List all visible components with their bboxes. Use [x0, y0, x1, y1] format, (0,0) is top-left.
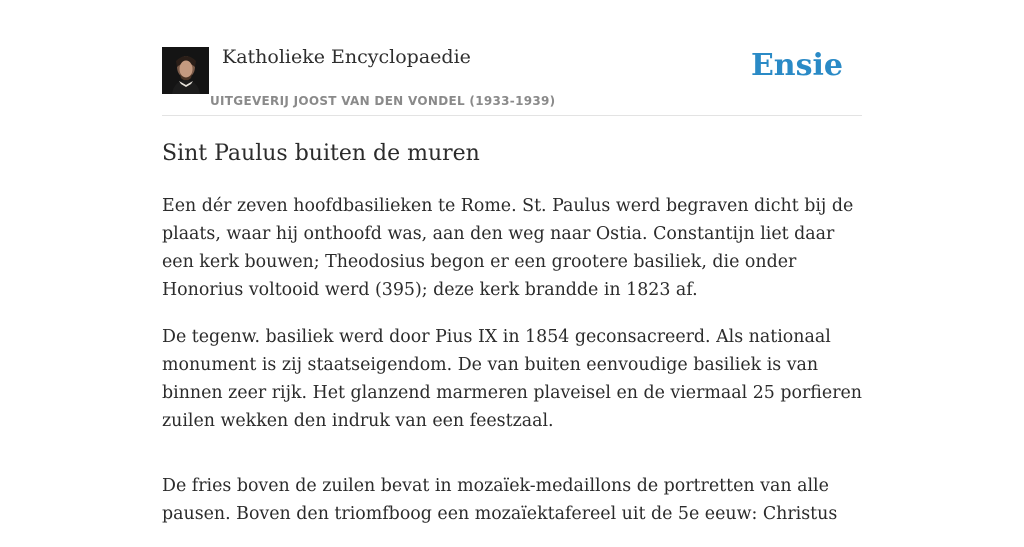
- article-paragraph: De tegenw. basiliek werd door Pius IX in 1854 geconsacreerd. Als nationaal monument is zij staatseigendom. De van buiten eenvoudige basiliek is van binnen zeer rijk. Het glanzend marmeren plaveisel en de viermaal 25 porfieren zuilen wekken den indruk van een feestzaal.: [162, 327, 862, 431]
- site-header: [162, 44, 862, 116]
- article-title: Sint Paulus buiten de muren: [162, 141, 480, 166]
- ensie-logo[interactable]: Ensie: [750, 48, 843, 83]
- site-title[interactable]: Katholieke Encyclopaedie: [222, 46, 471, 68]
- article-paragraph: Een dér zeven hoofdbasilieken te Rome. St. Paulus werd begraven dicht bij de plaats, waar hij onthoofd was, aan den weg naar Ostia. Constantijn liet daar een kerk bouwen; Theodosius begon er een grootere basiliek, die onder Honorius voltooid werd (395); deze kerk brandde in 1823 af.: [162, 196, 854, 300]
- article-paragraph: De fries boven de zuilen bevat in mozaïek-medaillons de portretten van alle pausen. Boven den triomfboog een mozaïektafereel uit de 5e eeuw: Christus: [162, 476, 838, 524]
- article: [162, 138, 862, 547]
- publisher-label: UITGEVERIJ JOOST VAN DEN VONDEL (1933-1939): [210, 94, 556, 108]
- portrait-icon[interactable]: [162, 47, 209, 94]
